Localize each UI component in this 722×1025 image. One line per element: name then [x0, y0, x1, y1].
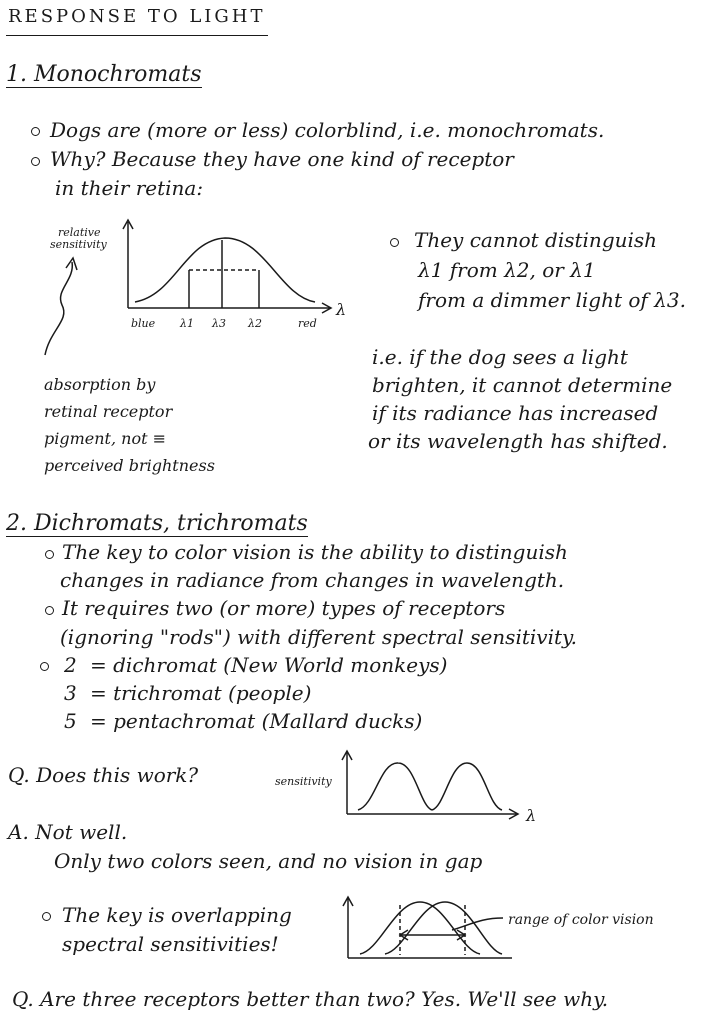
- graph1-tick-l3: λ3: [212, 317, 226, 330]
- s1-right-line2: λ1 from λ2, or λ1: [418, 258, 596, 282]
- note-line3: pigment, not ≡: [44, 429, 167, 448]
- note-line2: retinal receptor: [44, 402, 173, 421]
- list-item-3-num: 3: [64, 681, 77, 705]
- list-item-5-num: 5: [64, 709, 77, 733]
- graph2-ylabel: sensitivity: [275, 775, 332, 788]
- graph1-tick-blue: blue: [131, 317, 156, 330]
- graph1-ylabel-sensitivity: sensitivity: [50, 238, 107, 251]
- section1-heading: 1. Monochromats: [6, 62, 202, 87]
- ie-line1: i.e. if the dog sees a light: [372, 345, 628, 369]
- section2-heading: 2. Dichromats, trichromats: [6, 511, 308, 536]
- graph2-xaxis-label: λ: [526, 806, 537, 825]
- s2-bullet1-line2: changes in radiance from changes in wavelength.: [60, 568, 565, 592]
- list-item-2-num: 2: [64, 653, 77, 677]
- question-1: Q. Does this work?: [8, 763, 199, 787]
- list-item-3-text: = trichromat (people): [90, 681, 312, 705]
- list-item-5-text: = pentachromat (Mallard ducks): [90, 709, 423, 733]
- page-title: RESPONSE TO LIGHT: [8, 6, 266, 27]
- s1-bullet1: Dogs are (more or less) colorblind, i.e. monochromats.: [50, 118, 605, 142]
- graph1-tick-l1: λ1: [180, 317, 194, 330]
- s2-bullet2-line2: (ignoring "rods") with different spectral sensitivity.: [60, 625, 578, 649]
- s1-bullet2-line2: in their retina:: [55, 176, 204, 200]
- answer-1-line1: A. Not well.: [8, 820, 128, 844]
- answer-1-line2: Only two colors seen, and no vision in gap: [54, 849, 483, 873]
- s1-bullet2-line1: Why? Because they have one kind of receptor: [50, 147, 514, 171]
- s2-bullet2-line1: It requires two (or more) types of receptors: [62, 596, 506, 620]
- list-item-2-text: = dichromat (New World monkeys): [90, 653, 448, 677]
- graph3-label: range of color vision: [508, 912, 654, 928]
- ie-line3: if its radiance has increased: [372, 401, 659, 425]
- graph1-tick-l2: λ2: [248, 317, 262, 330]
- s1-right-line3: from a dimmer light of λ3.: [418, 288, 686, 312]
- note-line1: absorption by: [44, 375, 156, 394]
- question-2: Q. Are three receptors better than two? Yes. We'll see why.: [12, 987, 609, 1011]
- ie-line4: or its wavelength has shifted.: [368, 429, 668, 453]
- key-line2: spectral sensitivities!: [62, 932, 279, 956]
- s2-bullet1-line1: The key to color vision is the ability to distinguish: [62, 540, 568, 564]
- ie-line2: brighten, it cannot determine: [372, 373, 673, 397]
- note-line4: perceived brightness: [44, 456, 215, 475]
- graph1-ylabel-relative: relative: [58, 226, 101, 239]
- graph1-tick-red: red: [298, 317, 317, 330]
- graph1-xaxis-label: λ: [336, 300, 347, 319]
- s1-right-line1: They cannot distinguish: [414, 228, 658, 252]
- key-line1: The key is overlapping: [62, 903, 292, 927]
